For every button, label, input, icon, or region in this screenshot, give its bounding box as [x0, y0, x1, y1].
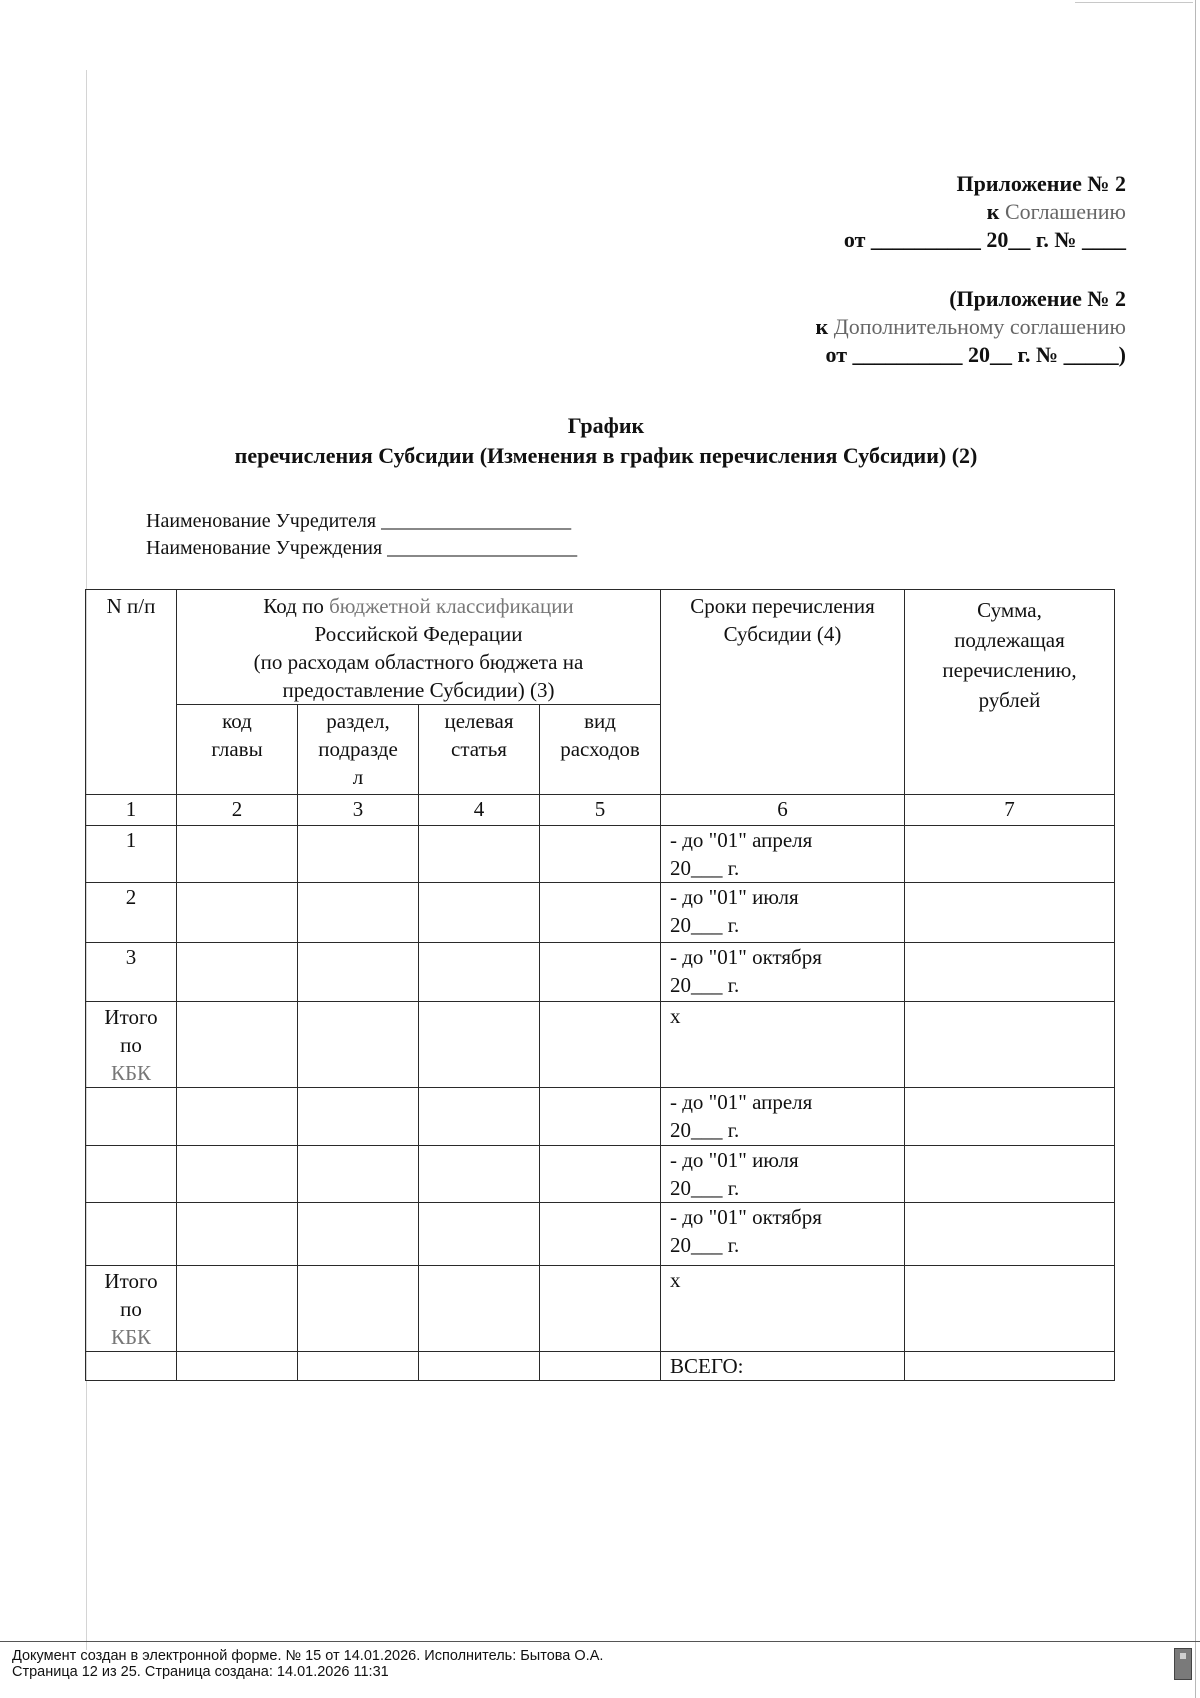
title-main: График	[567, 413, 645, 438]
subheader-section: раздел, подразде л	[298, 705, 419, 795]
cell-term: - до "01" октября 20___ г.	[661, 1203, 905, 1266]
cell-section[interactable]	[298, 1088, 419, 1146]
cell-chapter-code[interactable]	[177, 826, 298, 883]
table-row	[86, 826, 1115, 883]
row-number: 2	[86, 883, 177, 943]
table-row	[86, 1088, 1115, 1146]
cell-chapter-code[interactable]	[177, 1266, 298, 1352]
subtotal-row	[86, 1002, 1115, 1088]
cell-term: - до "01" апреля 20___ г.	[661, 1088, 905, 1146]
cell-expense-kind[interactable]	[540, 1002, 661, 1088]
cell-term: - до "01" октября 20___ г.	[661, 943, 905, 1002]
header-sum: Сумма, подлежащая перечислению, рублей	[905, 590, 1115, 795]
appendix-number: Приложение № 2	[956, 171, 1126, 196]
cell-amount[interactable]	[905, 1002, 1115, 1088]
footer-separator	[0, 1641, 1200, 1642]
footer-page-info: Страница 12 из 25. Страница создана: 14.01.2026 11:31	[12, 1664, 389, 1680]
page-edge	[1195, 0, 1196, 1698]
page-edge-top	[1075, 2, 1193, 3]
cell-chapter-code[interactable]	[177, 943, 298, 1002]
appendix-agreement: к Соглашению	[986, 199, 1126, 224]
grand-total-label: ВСЕГО:	[661, 1352, 905, 1381]
grand-total-row	[86, 1352, 1115, 1381]
header-terms: Сроки перечисления Субсидии (4)	[661, 590, 905, 795]
column-numbers-row	[86, 795, 1115, 826]
cell-target-article[interactable]	[419, 1146, 540, 1203]
document-footer	[12, 1648, 603, 1680]
header-kbk: Код по бюджетной классификации Российской Федерации (по расходам областного бюджета на предоставление Субсидии) (3)	[177, 590, 661, 705]
cell-expense-kind[interactable]	[540, 1146, 661, 1203]
payment-schedule-table	[85, 589, 1115, 1381]
cell-term: - до "01" апреля 20___ г.	[661, 826, 905, 883]
cell-section[interactable]	[298, 1146, 419, 1203]
cell-term-x: х	[661, 1266, 905, 1352]
title-sub: перечисления Субсидии (Изменения в график перечисления Субсидии) (2)	[234, 443, 978, 468]
cell-target-article[interactable]	[419, 1203, 540, 1266]
cell-term: - до "01" июля 20___ г.	[661, 1146, 905, 1203]
cell-section[interactable]	[298, 1203, 419, 1266]
column-number: 5	[540, 795, 661, 826]
cell-chapter-code[interactable]	[177, 1002, 298, 1088]
table-row	[86, 883, 1115, 943]
cell-amount[interactable]	[905, 1146, 1115, 1203]
document-title	[0, 411, 1200, 471]
cell-chapter-code[interactable]	[177, 1146, 298, 1203]
subheader-expense-kind: вид расходов	[540, 705, 661, 795]
column-number: 4	[419, 795, 540, 826]
founder-name-line: Наименование Учредителя ___________________	[146, 510, 572, 532]
cell-expense-kind[interactable]	[540, 826, 661, 883]
table-header-row	[86, 590, 1115, 705]
cell-target-article	[419, 1352, 540, 1381]
grand-total-amount[interactable]	[905, 1352, 1115, 1381]
cell-amount[interactable]	[905, 1088, 1115, 1146]
cell-amount[interactable]	[905, 943, 1115, 1002]
cell-expense-kind	[540, 1352, 661, 1381]
cell-chapter-code	[177, 1352, 298, 1381]
subtotal-label: Итого по КБК	[86, 1266, 177, 1352]
cell-target-article[interactable]	[419, 1002, 540, 1088]
subheader-target-article: целевая статья	[419, 705, 540, 795]
cell-section[interactable]	[298, 1002, 419, 1088]
subtotal-row	[86, 1266, 1115, 1352]
cell-target-article[interactable]	[419, 883, 540, 943]
row-number	[86, 1146, 177, 1203]
cell-target-article[interactable]	[419, 826, 540, 883]
cell-section[interactable]	[298, 1266, 419, 1352]
appendix-add-agreement: к Дополнительному соглашению	[815, 314, 1126, 339]
cell-term-x: х	[661, 1002, 905, 1088]
appendix-header	[844, 170, 1126, 254]
appendix-add-date-line: от __________ 20__ г. № _____)	[825, 342, 1126, 367]
table-row	[86, 1203, 1115, 1266]
cell-term: - до "01" июля 20___ г.	[661, 883, 905, 943]
cell-amount[interactable]	[905, 883, 1115, 943]
cell-expense-kind[interactable]	[540, 883, 661, 943]
appendix-add-number: (Приложение № 2	[949, 286, 1126, 311]
column-number: 1	[86, 795, 177, 826]
table-row	[86, 943, 1115, 1002]
institution-name-line: Наименование Учреждения ___________________	[146, 537, 578, 559]
subheader-chapter-code: код главы	[177, 705, 298, 795]
appendix-additional-header	[816, 285, 1126, 369]
cell-section[interactable]	[298, 826, 419, 883]
names-block	[146, 508, 577, 562]
row-number: 3	[86, 943, 177, 1002]
table-row	[86, 1146, 1115, 1203]
cell-target-article[interactable]	[419, 1088, 540, 1146]
footer-document-info: Документ создан в электронной форме. № 15 от 14.01.2026. Исполнитель: Бытова О.А.	[12, 1648, 604, 1664]
cell-expense-kind[interactable]	[540, 1203, 661, 1266]
cell-chapter-code[interactable]	[177, 1088, 298, 1146]
cell-expense-kind[interactable]	[540, 1266, 661, 1352]
cell-chapter-code[interactable]	[177, 883, 298, 943]
appendix-date-line: от __________ 20__ г. № ____	[843, 227, 1126, 252]
row-number	[86, 1203, 177, 1266]
cell-target-article[interactable]	[419, 943, 540, 1002]
cell-chapter-code[interactable]	[177, 1203, 298, 1266]
column-number: 7	[905, 795, 1115, 826]
row-number	[86, 1352, 177, 1381]
cell-expense-kind[interactable]	[540, 943, 661, 1002]
row-number: 1	[86, 826, 177, 883]
cell-expense-kind[interactable]	[540, 1088, 661, 1146]
cell-amount[interactable]	[905, 1266, 1115, 1352]
subtotal-label: Итого по КБК	[86, 1002, 177, 1088]
column-number: 2	[177, 795, 298, 826]
header-number: N п/п	[86, 590, 177, 795]
cell-section	[298, 1352, 419, 1381]
row-number	[86, 1088, 177, 1146]
cell-amount[interactable]	[905, 826, 1115, 883]
cell-section[interactable]	[298, 943, 419, 1002]
cell-target-article[interactable]	[419, 1266, 540, 1352]
cell-section[interactable]	[298, 883, 419, 943]
cell-amount[interactable]	[905, 1203, 1115, 1266]
column-number: 6	[661, 795, 905, 826]
document-stamp-icon	[1174, 1648, 1192, 1680]
column-number: 3	[298, 795, 419, 826]
